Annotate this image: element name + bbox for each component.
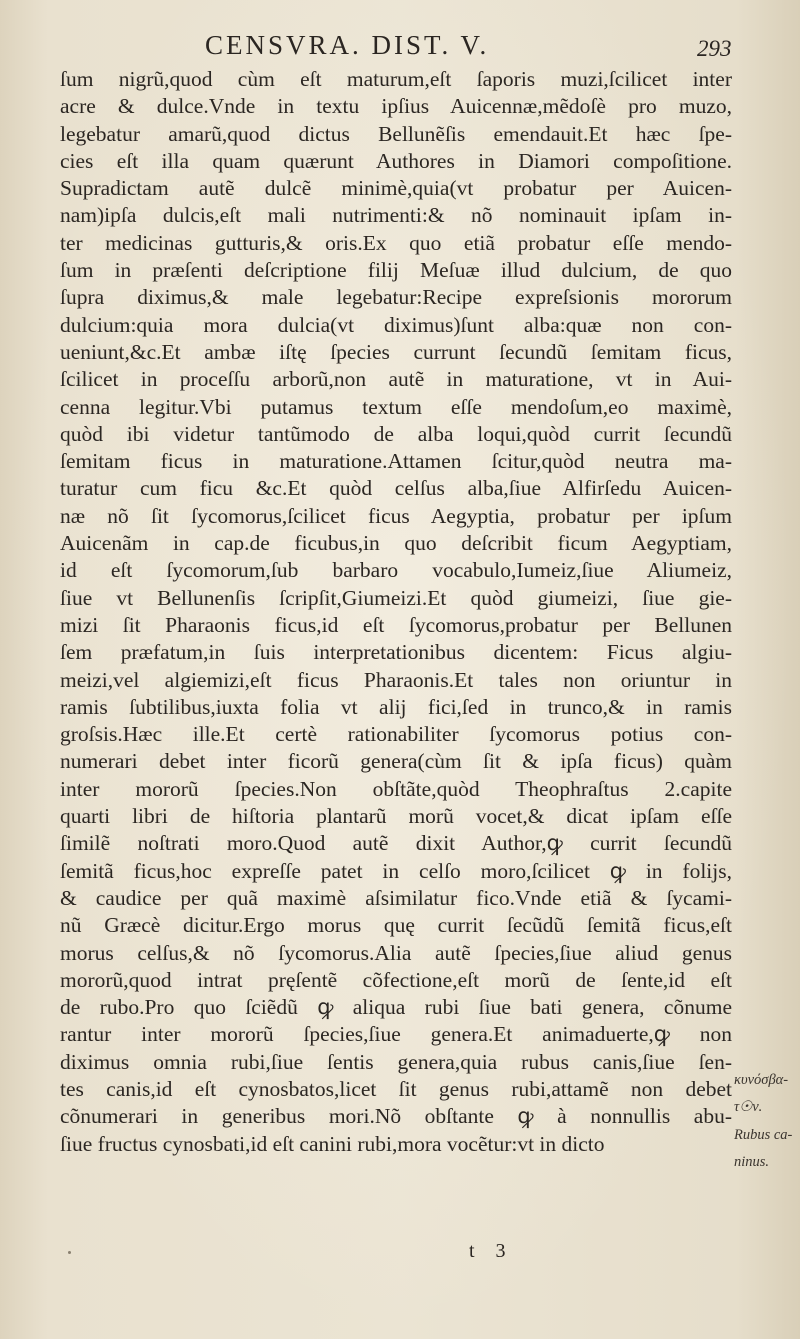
- text-line: ſemitam ficus in maturatione.Attamen ſcitur,quòd neutra ma-: [60, 449, 732, 474]
- text-line: ſem præfatum,in ſuis interpretationibus dicentem: Ficus algiu-: [60, 640, 732, 665]
- text-line: acre & dulce.Vnde in textu ipſius Auicennæ,mẽdoſè pro muzo,: [60, 94, 732, 119]
- page-number: 293: [697, 36, 732, 61]
- text-line: nũ Græcè dicitur.Ergo morus quę currit ſecũdũ ſemitã ficus,eſt: [60, 913, 732, 938]
- text-line: næ nõ ſit ſycomorus,ſcilicet ficus Aegyptia, probatur per ipſum: [60, 503, 732, 528]
- margin-note: κυνόσβα-: [734, 1072, 789, 1088]
- printer-mark: [68, 1251, 71, 1254]
- text-line: cenna legitur.Vbi putamus textum eſſe mendoſum,eo maximè,: [60, 394, 732, 419]
- text-line: ſemitã ficus,hoc expreſſe patet in celſo moro,ſcilicet ꝙ in folijs,: [60, 858, 732, 883]
- text-line: cõnumerari in generibus mori.Nõ obſtante ꝙ à nonnullis abu-: [60, 1104, 732, 1129]
- margin-note: ninus.: [734, 1153, 770, 1170]
- text-line: ſum nigrũ,quod cùm eſt maturum,eſt ſaporis muzi,ſcilicet inter: [60, 67, 732, 91]
- text-line: meizi,vel algiemizi,eſt ficus Pharaonis.Et tales non oriuntur in: [60, 667, 732, 692]
- text-line: ramis ſubtilibus,iuxta folia vt alij fici,ſed in trunco,& in ramis: [60, 694, 732, 719]
- text-line: ſcilicet in proceſſu arborũ,non autẽ in maturatione, vt in Aui-: [60, 367, 732, 392]
- margin-note: τ☉ν.: [734, 1099, 763, 1116]
- text-line: groſsis.Hæc ille.Et certè rationabiliter ſycomorus potius con-: [60, 722, 732, 747]
- text-line: ſimilẽ noſtrati moro.Quod autẽ dixit Author,ꝙ currit ſecundũ: [60, 831, 732, 856]
- text-line: ter medicinas gutturis,& oris.Ex quo etiã probatur eſſe mendo-: [60, 230, 732, 255]
- text-line: morus celſus,& nõ ſycomorus.Alia autẽ ſpecies,ſiue aliud genus: [60, 940, 732, 965]
- text-line: Auicenãm in cap.de ficubus,in quo deſcribit ficum Aegyptiam,: [60, 531, 732, 556]
- text-line: turatur cum ficu &c.Et quòd celſus alba,ſiue Alfirſedu Auicen-: [60, 476, 732, 501]
- text-line: dulcium:quia mora dulcia(vt diximus)ſunt alba:quæ non con-: [60, 312, 732, 337]
- text-line: numerari debet inter ficorũ genera(cùm ſit & ipſa ficus) quàm: [60, 749, 732, 774]
- text-line: id eſt ſycomorum,ſub barbaro vocabulo,Iumeiz,ſiue Aliumeiz,: [60, 558, 732, 583]
- text-line: quarti libri de hiſtoria plantarũ morũ vocet,& dicat ipſam eſſe: [60, 804, 732, 829]
- text-line: nam)ipſa dulcis,eſt mali nutrimenti:& nõ nominauit ipſam in-: [60, 203, 732, 228]
- text-line: ſupra diximus,& male legebatur:Recipe expreſsionis mororum: [60, 285, 732, 310]
- signature-mark: t 3: [469, 1240, 514, 1262]
- text-line: rantur inter mororũ ſpecies,ſiue genera.Et animaduerte,ꝙ non: [60, 1022, 732, 1047]
- running-title: CENSVRA. DIST. V.: [205, 30, 490, 60]
- margin-notes: [734, 1067, 798, 1176]
- body-text: [60, 66, 732, 1158]
- text-line: ueniunt,&c.Et ambæ iſtę ſpecies currunt ſecundũ ſemitam ficus,: [60, 339, 732, 364]
- page-header: [0, 30, 800, 70]
- text-line: ſiue fructus cynosbati,id eſt canini rubi,mora vocẽtur:vt in dicto: [60, 1131, 605, 1156]
- text-line: quòd ibi videtur tantũmodo de alba loqui,quòd currit ſecundũ: [60, 421, 732, 446]
- text-line: tes canis,id eſt cynosbatos,licet ſit genus rubi,attamẽ non debet: [60, 1076, 732, 1101]
- text-line: & caudice per quã maximè aſsimilatur fico.Vnde etiã & ſycami-: [60, 885, 732, 910]
- text-line: de rubo.Pro quo ſciẽdũ ꝙ aliqua rubi ſiue bati genera, cõnume: [60, 995, 732, 1020]
- text-line: ſum in præſenti deſcriptione filij Meſuæ illud dulcium, de quo: [60, 258, 732, 283]
- text-line: Supradictam autẽ dulcẽ minimè,quia(vt probatur per Auicen-: [60, 176, 732, 201]
- text-line: mizi ſit Pharaonis ficus,id eſt ſycomorus,probatur per Bellunen: [60, 612, 732, 637]
- text-line: ſiue vt Bellunenſis ſcripſit,Giumeizi.Et quòd giumeizi, ſiue gie-: [60, 585, 732, 610]
- text-line: inter mororũ ſpecies.Non obſtãte,quòd Theophraſtus 2.capite: [60, 776, 732, 801]
- text-line: cies eſt illa quam quærunt Authores in Diamori compoſitione.: [60, 148, 732, 173]
- text-line: legebatur amarũ,quod dictus Bellunẽſis emendauit.Et hæc ſpe-: [60, 121, 732, 146]
- text-line: diximus omnia rubi,ſiue ſentis genera,quia rubus canis,ſiue ſen-: [60, 1049, 732, 1074]
- margin-note: Rubus ca-: [734, 1126, 793, 1143]
- text-line: mororũ,quod intrat pręſentẽ cõfectione,eſt morũ de ſente,id eſt: [60, 967, 732, 992]
